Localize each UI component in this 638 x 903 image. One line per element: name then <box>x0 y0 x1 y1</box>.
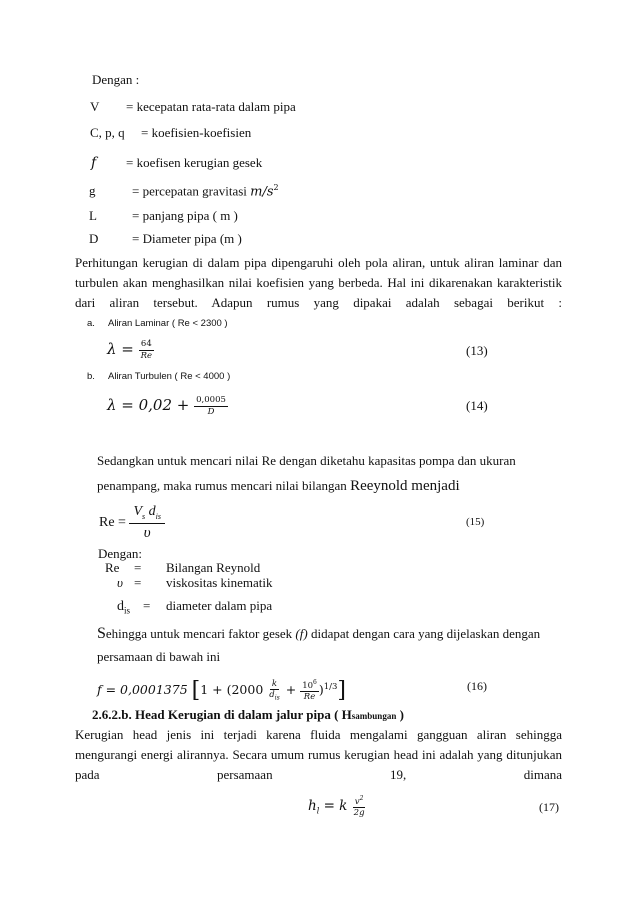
symbol-g: g <box>89 183 96 198</box>
symbol-nu-eq: = <box>134 575 142 590</box>
symbol-f-desc: = koefisen kerugian gesek <box>126 155 263 170</box>
paragraph-friction-line2: persamaan di bawah ini <box>97 649 221 664</box>
eq16-num2: 10 <box>302 680 314 691</box>
eq17-h: h <box>308 798 317 814</box>
paragraph-reynold-line1: Sedangkan untuk mencari nilai Re dengan diketahu kapasitas pompa dan ukuran <box>97 453 516 468</box>
paragraph-friction-line1: Sehingga untuk mencari faktor gesek (f) didapat dengan cara yang dijelaskan dengan <box>97 625 541 642</box>
eq16-exp: 1/3 <box>323 682 338 692</box>
symbol-re: Re <box>105 560 120 575</box>
paragraph-head-loss: Kerugian head jenis ini terjadi karena fluida mengalami gangguan aliran sehingga mengurangi energi alirannya. Secara umum rumus kerugian head ini adalah yang ditunjukan pada persamaan 19, dimana <box>75 727 562 782</box>
dengan-label-2: Dengan: <box>98 546 143 561</box>
symbol-d-desc: = Diameter pipa (m ) <box>132 231 242 246</box>
eq13-numerator: 64 <box>140 339 152 349</box>
symbol-dis-desc: diameter dalam pipa <box>166 598 273 613</box>
symbol-nu-desc: viskositas kinematik <box>166 575 273 590</box>
eq15-lhs: Re = <box>99 515 126 531</box>
eq17-v: v <box>354 796 360 807</box>
dengan-label: Dengan : <box>92 72 140 87</box>
symbol-d: D <box>89 231 99 246</box>
eq17-eq: = k <box>323 798 348 814</box>
eq16-dis: d <box>269 690 275 701</box>
symbol-l: L <box>89 208 97 223</box>
equation-16 <box>97 672 346 706</box>
section-heading: 2.6.2.b. Head Kerugian di dalam jalur pipa ( Hsambungan ) <box>92 707 404 722</box>
eq15-v-sub: s <box>142 511 146 521</box>
equation-16-label: (16) <box>467 679 487 693</box>
gravity-unit-exp: 2 <box>273 183 279 192</box>
symbol-dis: $d_{is}$ <box>117 599 131 616</box>
eq17-h-sub: l <box>316 806 320 816</box>
symbol-cpq: C, p, q <box>90 125 125 140</box>
eq15-d-sub: is <box>155 511 161 521</box>
equation-14-label: (14) <box>466 398 488 413</box>
symbol-re-desc: Bilangan Reynold <box>166 560 261 575</box>
eq16-plus: + <box>285 682 297 698</box>
symbol-cpq-desc: = koefisien-koefisien <box>141 125 252 140</box>
eq16-den2: Re <box>303 692 316 703</box>
equation-13 <box>107 334 154 364</box>
eq15-d: d <box>148 504 156 519</box>
symbol-dis-eq: = <box>143 598 151 613</box>
eq13-denominator: Re <box>140 350 153 361</box>
equation-17 <box>308 791 367 827</box>
symbol-v-desc: = kecepatan rata-rata dalam pipa <box>126 99 296 114</box>
eq16-inner1: 1 + (2000 <box>200 682 264 698</box>
equation-13-label: (13) <box>466 343 488 358</box>
symbol-v: V <box>90 99 100 114</box>
list-marker-a: a. <box>87 318 95 329</box>
equation-17-label: (17) <box>539 800 559 814</box>
equation-15 <box>99 505 165 541</box>
eq16-lhs: f = 0,0001375 <box>97 682 188 698</box>
symbol-l-desc: = panjang pipa ( m ) <box>132 208 238 223</box>
eq16-inner2: ) <box>318 682 324 698</box>
eq17-v-exp: 2 <box>359 794 364 802</box>
eq15-v: V <box>133 504 143 519</box>
symbol-nu: υ <box>117 575 123 590</box>
eq16-dis-sub: is <box>274 694 280 702</box>
equation-14 <box>107 390 228 420</box>
list-label-turbulent: Aliran Turbulen ( Re < 4000 ) <box>108 371 231 382</box>
eq14-numerator: 0,0005 <box>196 395 226 405</box>
eq14-lhs: λ = 0,02 + <box>107 396 190 414</box>
paragraph-laminar-turbulent: Perhitungan kerugian di dalam pipa dipengaruhi oleh pola aliran, untuk aliran laminar dan turbulen akan menghasilkan nilai koefisien yang berbeda. Hal ini dikarenakan karakteristik dari aliran tersebut. Adapun rumus yang dipakai adalah sebagai berikut : <box>75 255 562 310</box>
equation-15-label: (15) <box>466 516 485 528</box>
symbol-re-eq: = <box>134 560 142 575</box>
symbol-g-desc: = percepatan gravitasi $m/s^2$ <box>132 183 279 200</box>
eq16-open-bracket: [ <box>191 678 201 704</box>
eq16-k: k <box>271 678 278 689</box>
gravity-unit: m/s <box>250 184 274 200</box>
list-label-laminar: Aliran Laminar ( Re < 2300 ) <box>108 318 228 329</box>
symbol-f: f <box>91 155 97 171</box>
list-marker-b: b. <box>87 371 95 382</box>
eq13-lhs: λ = <box>107 340 134 358</box>
eq14-denominator: D <box>207 406 215 417</box>
paragraph-reynold-line2: penampang, maka rumus mencari nilai bilangan Reeynold menjadi <box>97 478 460 494</box>
eq15-denominator: υ <box>143 524 151 541</box>
eq16-close-bracket: ] <box>337 678 347 704</box>
eq16-num2-exp: 6 <box>313 678 317 686</box>
eq17-den: 2g <box>353 807 365 818</box>
